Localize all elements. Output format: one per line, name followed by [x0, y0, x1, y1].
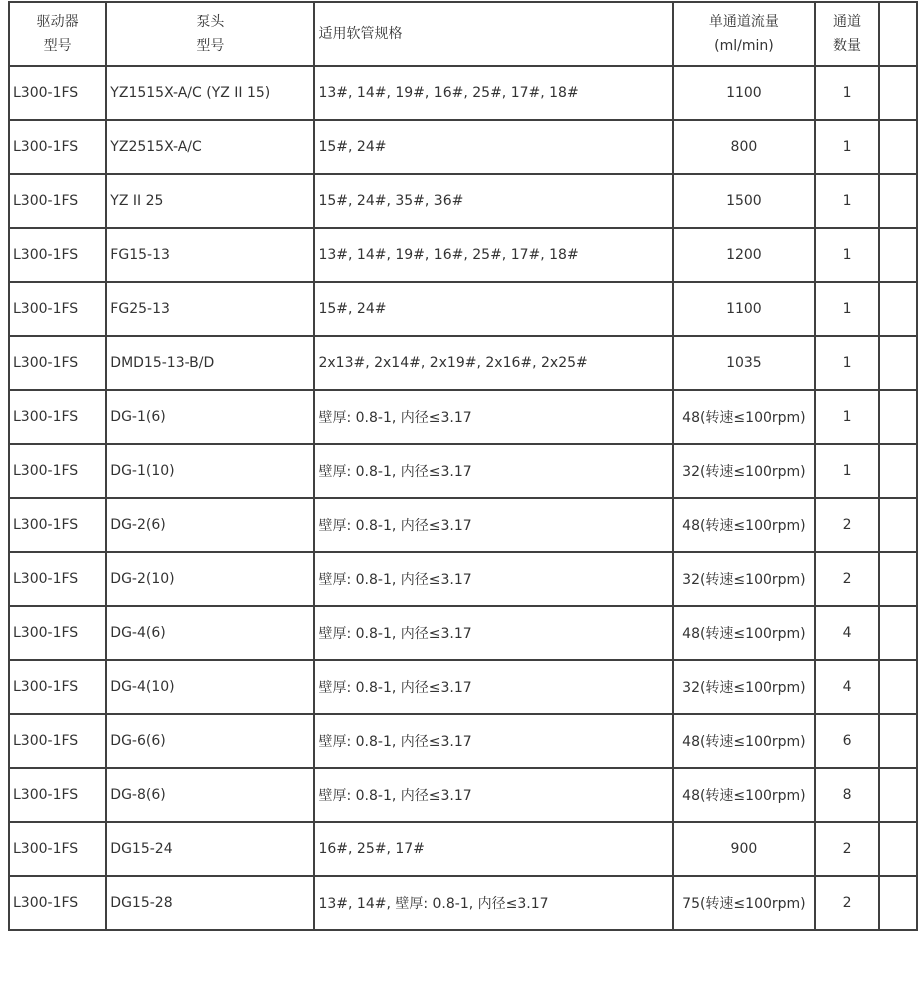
table-row	[9, 336, 917, 390]
cell-tubing-spec: 2x13#, 2x14#, 2x19#, 2x16#, 2x25#	[314, 336, 672, 390]
cell-channel-count: 4	[815, 606, 879, 660]
cell-tubing-spec: 壁厚: 0.8-1, 内径≤3.17	[314, 714, 672, 768]
cell-pump-head-model: DG-1(6)	[106, 390, 314, 444]
table-row	[9, 714, 917, 768]
cell-truncated-column	[879, 498, 917, 552]
cell-truncated-column	[879, 876, 917, 930]
cell-pump-head-model: YZ2515X-A/C	[106, 120, 314, 174]
cell-truncated-column	[879, 336, 917, 390]
cell-channel-count: 1	[815, 228, 879, 282]
cell-channel-count: 1	[815, 390, 879, 444]
cell-channel-count: 1	[815, 444, 879, 498]
cell-tubing-spec: 壁厚: 0.8-1, 内径≤3.17	[314, 606, 672, 660]
cell-tubing-spec: 壁厚: 0.8-1, 内径≤3.17	[314, 390, 672, 444]
cell-truncated-column	[879, 552, 917, 606]
cell-pump-head-model: FG15-13	[106, 228, 314, 282]
cell-pump-head-model: DG-6(6)	[106, 714, 314, 768]
cell-driver-model: L300-1FS	[9, 552, 106, 606]
cell-flow-rate: 32(转速≤100rpm)	[673, 552, 815, 606]
table-row	[9, 498, 917, 552]
cell-driver-model: L300-1FS	[9, 606, 106, 660]
cell-driver-model: L300-1FS	[9, 876, 106, 930]
header-driver-model: 驱动器 型号	[9, 2, 106, 66]
cell-truncated-column	[879, 120, 917, 174]
cell-driver-model: L300-1FS	[9, 444, 106, 498]
cell-pump-head-model: DG15-24	[106, 822, 314, 876]
header-tubing-spec: 适用软管规格	[314, 2, 672, 66]
cell-flow-rate: 32(转速≤100rpm)	[673, 444, 815, 498]
cell-driver-model: L300-1FS	[9, 498, 106, 552]
cell-pump-head-model: YZ1515X-A/C (YZ II 15)	[106, 66, 314, 120]
cell-tubing-spec: 13#, 14#, 19#, 16#, 25#, 17#, 18#	[314, 66, 672, 120]
cell-tubing-spec: 15#, 24#	[314, 120, 672, 174]
cell-channel-count: 6	[815, 714, 879, 768]
cell-truncated-column	[879, 660, 917, 714]
table-row	[9, 552, 917, 606]
cell-flow-rate: 48(转速≤100rpm)	[673, 768, 815, 822]
cell-channel-count: 4	[815, 660, 879, 714]
cell-truncated-column	[879, 444, 917, 498]
cell-truncated-column	[879, 606, 917, 660]
table-row	[9, 174, 917, 228]
cell-tubing-spec: 壁厚: 0.8-1, 内径≤3.17	[314, 444, 672, 498]
cell-pump-head-model: FG25-13	[106, 282, 314, 336]
cell-tubing-spec: 壁厚: 0.8-1, 内径≤3.17	[314, 768, 672, 822]
table-row	[9, 66, 917, 120]
cell-driver-model: L300-1FS	[9, 120, 106, 174]
cell-driver-model: L300-1FS	[9, 228, 106, 282]
table-row	[9, 822, 917, 876]
cell-truncated-column	[879, 282, 917, 336]
table-row	[9, 876, 917, 930]
spec-table-container	[8, 1, 918, 931]
cell-driver-model: L300-1FS	[9, 822, 106, 876]
table-row	[9, 660, 917, 714]
cell-channel-count: 8	[815, 768, 879, 822]
table-row	[9, 444, 917, 498]
cell-flow-rate: 48(转速≤100rpm)	[673, 714, 815, 768]
cell-tubing-spec: 13#, 14#, 19#, 16#, 25#, 17#, 18#	[314, 228, 672, 282]
header-flow-rate: 单通道流量 (ml/min)	[673, 2, 815, 66]
table-header-row	[9, 2, 917, 66]
cell-channel-count: 2	[815, 876, 879, 930]
cell-flow-rate: 32(转速≤100rpm)	[673, 660, 815, 714]
cell-tubing-spec: 壁厚: 0.8-1, 内径≤3.17	[314, 552, 672, 606]
cell-flow-rate: 1200	[673, 228, 815, 282]
cell-truncated-column	[879, 768, 917, 822]
table-row	[9, 228, 917, 282]
cell-flow-rate: 1100	[673, 66, 815, 120]
cell-truncated-column	[879, 390, 917, 444]
cell-driver-model: L300-1FS	[9, 390, 106, 444]
table-row	[9, 768, 917, 822]
header-truncated-column	[879, 2, 917, 66]
cell-tubing-spec: 13#, 14#, 壁厚: 0.8-1, 内径≤3.17	[314, 876, 672, 930]
cell-channel-count: 1	[815, 282, 879, 336]
pump-spec-table	[8, 1, 918, 931]
cell-tubing-spec: 壁厚: 0.8-1, 内径≤3.17	[314, 498, 672, 552]
cell-truncated-column	[879, 228, 917, 282]
cell-tubing-spec: 壁厚: 0.8-1, 内径≤3.17	[314, 660, 672, 714]
cell-channel-count: 1	[815, 336, 879, 390]
cell-pump-head-model: DG-8(6)	[106, 768, 314, 822]
cell-flow-rate: 800	[673, 120, 815, 174]
cell-pump-head-model: DG-4(10)	[106, 660, 314, 714]
cell-flow-rate: 900	[673, 822, 815, 876]
cell-tubing-spec: 16#, 25#, 17#	[314, 822, 672, 876]
cell-flow-rate: 1035	[673, 336, 815, 390]
table-row	[9, 120, 917, 174]
cell-pump-head-model: DG-2(6)	[106, 498, 314, 552]
cell-driver-model: L300-1FS	[9, 282, 106, 336]
table-row	[9, 390, 917, 444]
cell-pump-head-model: DMD15-13-B/D	[106, 336, 314, 390]
cell-pump-head-model: DG-2(10)	[106, 552, 314, 606]
cell-flow-rate: 75(转速≤100rpm)	[673, 876, 815, 930]
cell-truncated-column	[879, 66, 917, 120]
cell-flow-rate: 1100	[673, 282, 815, 336]
cell-pump-head-model: DG-4(6)	[106, 606, 314, 660]
cell-flow-rate: 48(转速≤100rpm)	[673, 390, 815, 444]
cell-channel-count: 2	[815, 498, 879, 552]
cell-driver-model: L300-1FS	[9, 336, 106, 390]
cell-pump-head-model: YZ II 25	[106, 174, 314, 228]
header-pump-head-model: 泵头 型号	[106, 2, 314, 66]
cell-channel-count: 1	[815, 174, 879, 228]
header-channel-count: 通道 数量	[815, 2, 879, 66]
cell-truncated-column	[879, 714, 917, 768]
cell-truncated-column	[879, 822, 917, 876]
cell-driver-model: L300-1FS	[9, 768, 106, 822]
cell-channel-count: 2	[815, 822, 879, 876]
cell-flow-rate: 48(转速≤100rpm)	[673, 498, 815, 552]
table-body	[9, 66, 917, 930]
cell-driver-model: L300-1FS	[9, 660, 106, 714]
cell-flow-rate: 48(转速≤100rpm)	[673, 606, 815, 660]
cell-driver-model: L300-1FS	[9, 714, 106, 768]
cell-channel-count: 2	[815, 552, 879, 606]
cell-truncated-column	[879, 174, 917, 228]
cell-driver-model: L300-1FS	[9, 66, 106, 120]
cell-pump-head-model: DG-1(10)	[106, 444, 314, 498]
cell-channel-count: 1	[815, 120, 879, 174]
cell-flow-rate: 1500	[673, 174, 815, 228]
cell-tubing-spec: 15#, 24#	[314, 282, 672, 336]
cell-driver-model: L300-1FS	[9, 174, 106, 228]
cell-channel-count: 1	[815, 66, 879, 120]
table-row	[9, 606, 917, 660]
cell-tubing-spec: 15#, 24#, 35#, 36#	[314, 174, 672, 228]
table-row	[9, 282, 917, 336]
cell-pump-head-model: DG15-28	[106, 876, 314, 930]
